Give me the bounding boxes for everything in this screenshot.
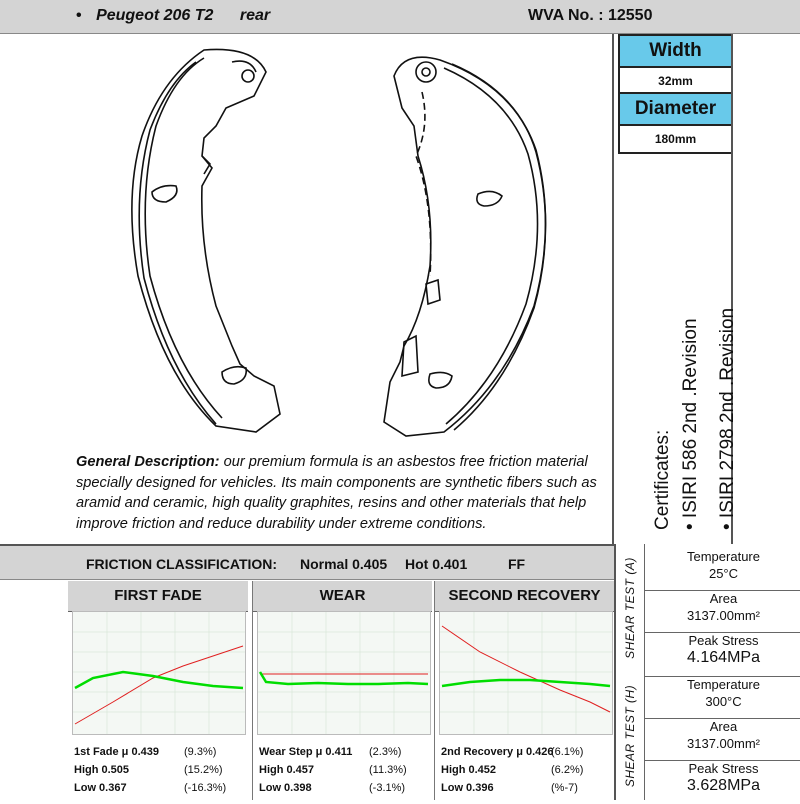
stat-change: (15.2%) [184, 764, 223, 776]
stat-label: 1st Fade μ 0.439 [74, 746, 159, 758]
shear-cold-area [645, 586, 800, 633]
stress-label: Peak Stress [688, 761, 759, 776]
stat-change: (6.2%) [551, 764, 584, 776]
wear-panel [252, 581, 432, 800]
temp-label: Temperature [687, 677, 760, 692]
certificates-label: Certificates: [652, 429, 673, 530]
certificate-item: • ISIRI 586 2nd .Revision [680, 318, 701, 530]
temp-label: Temperature [687, 549, 760, 564]
stat-change: (9.3%) [184, 746, 217, 758]
second-recovery-stats [441, 743, 584, 797]
stat-label: Low 0.367 [74, 782, 127, 794]
wva-number: WVA No. : 12550 [528, 7, 653, 24]
product-title [76, 7, 270, 25]
shear-cold-stress [645, 628, 800, 677]
description-lead: General Description: [76, 454, 220, 470]
shear-test-panel [614, 544, 800, 800]
second-recovery-title: SECOND RECOVERY [435, 581, 614, 612]
friction-label: FRICTION CLASSIFICATION: [86, 556, 278, 572]
stat-change: (11.3%) [369, 764, 407, 776]
stress-label: Peak Stress [688, 633, 759, 648]
brake-shoe-drawing [104, 46, 584, 444]
shear-hot-temperature [645, 672, 800, 719]
general-description [76, 452, 616, 534]
friction-hot: Hot 0.401 [405, 556, 468, 572]
shear-hot-area [645, 714, 800, 761]
stat-label: High 0.505 [74, 764, 130, 776]
friction-normal: Normal 0.405 [300, 556, 388, 572]
width-value: 32mm [620, 66, 731, 94]
spec-panel [612, 34, 800, 544]
description-text: our premium formula is an asbestos free friction material specially designed for vehicles. Its main components are synthetic fibers such as aramid and ceramic, high quality graphites, resins and other materials that help improve friction and reduce durability under extreme conditions. [76, 454, 597, 532]
diameter-title: Diameter [620, 94, 731, 124]
area-label: Area [709, 719, 738, 734]
certificates [610, 196, 798, 540]
width-title: Width [620, 36, 731, 66]
axle-position: rear [239, 7, 271, 24]
shear-cold-temperature [645, 544, 800, 591]
friction-line [442, 680, 610, 686]
first-fade-plot [72, 611, 246, 735]
header-bar [0, 0, 800, 34]
diameter-value: 180mm [620, 124, 731, 152]
first-fade-title: FIRST FADE [68, 581, 248, 612]
certificate-item: • ISIRI 2798 2nd .Revision [717, 307, 738, 530]
stress-value: 3.628MPa [687, 777, 760, 794]
wear-plot [257, 611, 431, 735]
shear-cold-side [616, 544, 645, 673]
friction-classification-bar [0, 544, 614, 580]
stat-change: (-3.1%) [369, 782, 406, 794]
stat-label: Wear Step μ 0.411 [259, 746, 353, 758]
stat-label: High 0.452 [441, 764, 497, 776]
wear-stats [259, 743, 407, 797]
temp-value: 300°C [705, 694, 742, 709]
shear-hot-stress [645, 756, 800, 804]
second-recovery-plot [439, 611, 613, 735]
second-recovery-panel [434, 581, 614, 800]
width-box [618, 34, 733, 96]
temperature-line [75, 646, 243, 724]
wear-title: WEAR [253, 581, 432, 612]
right-shoe [384, 57, 546, 436]
stat-change: (2.3%) [369, 746, 402, 758]
shear-hot-label: SHEAR TEST (H) [623, 684, 637, 788]
stat-label: Low 0.396 [441, 782, 494, 794]
first-fade-panel [68, 581, 248, 800]
stat-change: (6.1%) [551, 746, 584, 758]
friction-code: FF [508, 556, 526, 572]
area-value: 3137.00mm² [687, 736, 760, 751]
temperature-line [442, 626, 610, 712]
first-fade-stats [74, 743, 227, 797]
stat-label: High 0.457 [259, 764, 315, 776]
area-label: Area [709, 591, 738, 606]
diameter-box [618, 92, 733, 154]
shear-hot-side [616, 672, 645, 800]
title-bullet: • [76, 7, 82, 24]
stat-change: (%-7) [551, 782, 578, 794]
left-shoe [132, 49, 280, 432]
model-name: Peugeot 206 T2 [96, 7, 214, 24]
friction-line [75, 672, 243, 688]
stat-label: 2nd Recovery μ 0.426 [441, 746, 554, 758]
stat-change: (-16.3%) [184, 782, 227, 794]
temp-value: 25°C [708, 566, 739, 581]
stress-value: 4.164MPa [687, 649, 760, 666]
shear-cold-label: SHEAR TEST (A) [623, 557, 637, 659]
stat-label: Low 0.398 [259, 782, 312, 794]
area-value: 3137.00mm² [687, 608, 760, 623]
